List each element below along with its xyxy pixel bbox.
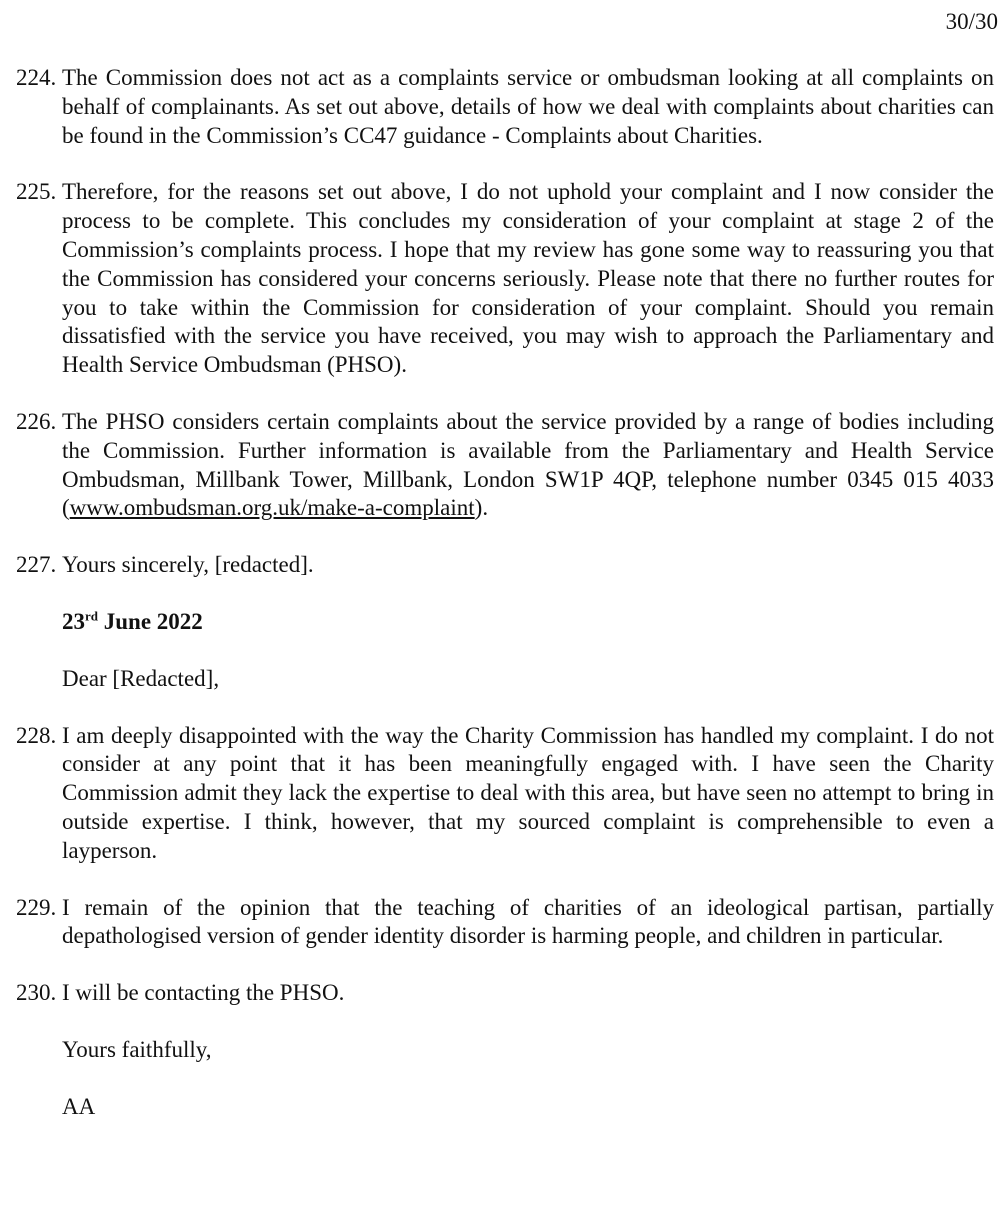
date-day: 23: [62, 608, 85, 634]
paragraph-text: I remain of the opinion that the teaching of charities of an ideological partisan, partially depathologised version of gender identity disorder is harming people, and children in particular.: [62, 894, 994, 949]
paragraph-text: I will be contacting the PHSO.: [62, 980, 345, 1006]
paragraph-number: 228.: [16, 722, 57, 748]
letter-salutation: Dear [Redacted],: [62, 665, 220, 691]
paragraph-text: Therefore, for the reasons set out above, I do not uphold your complaint and I now consider the process to be complete. This concludes my consideration of your complaint at stage 2 of the Commission’s complaints process. I hope that my review has gone some way to reassuring you that the Commission has considered your concerns seriously. Please note that there no further routes for you to take within the Commission for consideration of your complaint. Should you remain dissatisfied with the service you have received, you may wish to approach the Parliamentary and Health Service Ombudsman (PHSO).: [62, 179, 994, 378]
paragraph-text: The Commission does not act as a complaints service or ombudsman looking at all complaints on behalf of complainants. As set out above, details of how we deal with complaints about charities can be found in the Commission’s CC47 guidance - Complaints about Charities.: [62, 65, 994, 148]
paragraph-230: [16, 979, 994, 1008]
paragraph-224: [16, 64, 994, 150]
paragraph-229: [16, 894, 994, 952]
page-number: 30/30: [945, 9, 998, 34]
paragraph-text: Yours sincerely, [redacted].: [62, 552, 314, 578]
paragraph-text-after-link: ).: [474, 495, 489, 521]
paragraph-number: 230.: [16, 980, 57, 1006]
document-body: [16, 64, 994, 1150]
paragraph-number: 224.: [16, 65, 57, 90]
letter-date: [16, 608, 994, 637]
paragraph-228: [16, 722, 994, 866]
paragraph-225: [16, 178, 994, 380]
paragraph-number: 229.: [16, 894, 57, 920]
paragraph-number: 226.: [16, 408, 57, 434]
letter-signature: AA: [62, 1093, 96, 1119]
paragraph-text: [62, 408, 994, 523]
letter-closing: Yours faithfully,: [62, 1036, 212, 1062]
paragraph-227: [16, 551, 994, 580]
paragraph-number: 225.: [16, 179, 57, 205]
paragraph-text-before-link: The PHSO considers certain complaints about the service provided by a range of bodies including the Commission. Further information is available from the Parliamentary and Health Service Ombudsman, Millbank Tower, Millbank, London SW1P 4QP, telephone number 0345 015 4033 (: [62, 408, 994, 521]
paragraph-226: [16, 408, 994, 523]
date-rest: June 2022: [98, 608, 203, 634]
paragraph-text: I am deeply disappointed with the way the Charity Commission has handled my complaint. I do not consider at any point that it has been meaningfully engaged with. I have seen the Charity Commission admit they lack the expertise to deal with this area, but have seen no attempt to bring in outside expertise. I think, however, that my sourced complaint is comprehensible to even a layperson.: [62, 722, 994, 863]
ombudsman-link[interactable]: www.ombudsman.org.uk/make-a-complaint: [69, 495, 475, 521]
date-suffix: rd: [85, 608, 98, 624]
paragraph-number: 227.: [16, 552, 57, 578]
